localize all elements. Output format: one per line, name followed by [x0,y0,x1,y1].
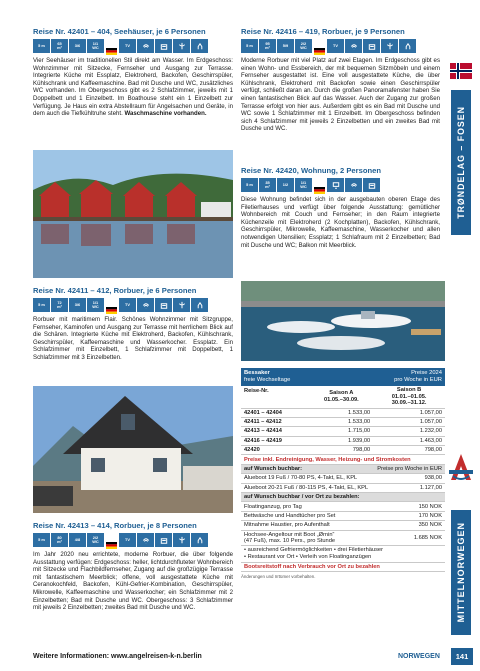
section-text: Rorbuer mit maritimem Flair. Schönes Wohnzimmer mit Sitzgruppe, Fernseher, Kaminofen und Ausgang zur Terrasse mit herrlichem Blick auf die Schären. Integrierte Küche mit Elektroherd, Backofen, Kühlschrank, Geschirrspüler, Kaffeemaschine und Wasserkocher. Essplatz. Ein Schlafzimmer mit Einzelbett, 1 Schlafzimmer mit Doppelbett, 1 Schlafzimmer mit 3 Einzelbetten. [33,316,233,361]
distance-icon: 5 m [33,39,50,53]
area-icon: 35 m² [259,178,276,192]
section-title: Reise Nr. 42420, Wohnung, 2 Personen [241,166,381,175]
section-title: Reise Nr. 42401 – 404, Seehäuser, je 6 Personen [33,27,206,36]
area-icon: 80 m² [51,533,68,547]
icon-row [33,39,233,53]
region-sidebar [451,90,471,235]
area-icon: 65 m² [51,39,68,53]
tv-icon [327,178,344,192]
icon-row [33,533,233,547]
germany-flag-icon [106,42,117,49]
price-table [241,368,445,579]
icon-row [33,298,233,312]
appliance-icon [155,39,172,53]
wifi-icon [137,39,154,53]
section-42420 [241,166,440,249]
angler-icon [173,39,190,53]
angler-icon [173,298,190,312]
section-text: Im Jahr 2020 neu errichtete, moderne Rorbuer, die über folgende Ausstattung verfügen: Erdgeschoss: heller, lichtdurchfluteter Wohnbereich mit Sitzecke und Flachbildfernseher, Zugang auf die großzügige Terrasse mit fantastischem Meerblick; offene, voll ausgestattete Küche mit Ceranokochfeld, Backofen, Kühl-Gefrier-Kombination, Geschirrspüler, Mikrowelle, Kaffeemaschine und Wasserkocher; ein Schlafzimmer mit 2 Einzelbetten; Bad mit Dusche und WC. Obergeschoss: 3 Schlafzimmer mit jeweils 2 Einzelbetten; zweites Bad mit Dusche und WC. [33,551,233,612]
country-label: MITTELNORWEGEN [456,522,466,623]
extra-row: Floatinganzug, pro Tag 150 NOK [241,502,445,511]
price-row: 42420 798,00 798,00 [241,446,445,455]
area-icon: 95 m² [259,39,276,53]
photo-boats [241,281,445,361]
price-row: 42413 – 42414 1.715,00 1.232,00 [241,427,445,436]
extra-row: Bettwäsche und Handtücher pro Set 170 NOK [241,511,445,520]
section-text: Vier Seehäuser im traditionellen Stil direkt am Wasser. Im Erdgeschoss: Wohnzimmer mit Sitzecke, Fernseher und Ausgang zur Terrasse. Integrierte Küche mit Essplatz, Elektroherd, Backofen, Geschirrspüler, Kühlschrank und Kaffeemaschine. Bad mit Dusche und WC, zusätzliches WC vorhanden. Im Obergeschoss gibt es 2 Schlafzimmer, jeweils mit 1 Doppelbett und 1 Einzelbett. Im Boathouse steht ein 1 Einzelbett zur Verfügung. Je Haus ein extra Abstellraum für Angelsachen und Geräte, in dem auch die Tiefkühltruhe steht. Waschmaschine vorhanden. [33,57,233,118]
section-title: Reise Nr. 42416 – 419, Rorbuer, je 9 Personen [241,27,405,36]
photo-seehaeuser [33,150,233,278]
icon-row [241,178,440,192]
pet-icon [399,39,416,53]
section-42413 [33,521,233,612]
pet-icon [191,39,208,53]
appliance-icon [155,533,172,547]
germany-flag-icon [106,301,117,308]
tv-icon: TV [119,39,136,53]
bath-icon: 1/1 WC [87,39,104,53]
section-42416 [241,27,440,133]
appliance-icon [363,178,380,192]
boat-row: Alueboot 20-21 Fuß / 80-115 PS, 4-Takt, EL, KPL 1.127,00 [241,483,445,492]
norway-flag-icon [450,63,472,79]
section-42401 [33,27,233,118]
price-row: 42416 – 42419 1.939,00 1.463,00 [241,436,445,445]
bed-icon: 1/2 [277,178,294,192]
photo-rorbuer [33,386,233,513]
appliance-icon [155,298,172,312]
distance-icon: 5 m [33,298,50,312]
price-row: 42411 – 42412 1.533,00 1.057,00 [241,417,445,426]
angler-icon [381,39,398,53]
wifi-icon [345,178,362,192]
tv-icon: TV [119,533,136,547]
bath-icon: 1/1 WC [87,298,104,312]
section-42411 [33,286,233,362]
bed-icon: 3/6 [69,39,86,53]
region-label: TRØNDELAG – FOSEN [456,106,466,219]
bath-icon: 2/2 WC [87,533,104,547]
price-rows: Reise-Nr. Saison A 01.05.–30.09. Saison B 01.01.–01.05. 30.09.–31.12. 42401 – 42404 1.533,00 1.057,00 42411 – 42412 1.533,00 1.057,00 42413 – 42414 1.715,00 1.232,00 42416 – 42419 1.939,00 1.463,00 42420 798,00 798,00 Preise inkl. Endreinigung, Wasser, Heizung- und Stromkosten auf Wunsch buchbar: Preise pro Woche in EUR Alueboot 19 Fuß / 70-80 PS, 4-Takt, EL, KPL 938,00 Alueboot 20-21 Fuß / 80-115 PS, 4-Takt, EL, KPL 1.127,00 auf Wunsch buchbar / vor Ort zu bezahlen: Floatinganzug, pro Tag 150 NOK Bettwäsche und Handtücher pro Set 170 NOK Mitnahme Haustier, pro Aufenthalt 350 NOK Hochsee-Angeltour mit Boot „Ørnin“ (47 Fuß), max. 10 Pers., pro Stunde 1.685 NOK • ausreichend Gefriermöglichkeiten • drei Filetierhäuser • Restaurant vor Ort • Verleih von Floatinganzügen Bootsreitstoff nach Verbrauch vor Ort zu bezahlen [241,386,445,572]
section-title: Reise Nr. 42411 – 412, Rorbuer, je 6 Personen [33,286,197,295]
extra-row: Mitnahme Haustier, pro Aufenthalt 350 NOK [241,521,445,530]
disclaimer: Änderungen und Irrtümer vorbehalten. [241,573,316,579]
germany-flag-icon [106,536,117,543]
tv-icon: TV [327,39,344,53]
distance-icon: 5 m [33,533,50,547]
wifi-icon [137,298,154,312]
appliance-icon [363,39,380,53]
area-icon: 72 m² [51,298,68,312]
distance-icon: 5 m [241,178,258,192]
price-header: Bessaker freie Wechseltage Preise 2024 pro Woche in EUR [241,368,445,386]
icon-row [241,39,440,53]
pet-icon [191,533,208,547]
bed-icon: 4/8 [69,533,86,547]
tv-icon: TV [119,298,136,312]
bath-icon: 1/1 WC [295,178,312,192]
distance-icon: 5 m [241,39,258,53]
wifi-icon [137,533,154,547]
section-title: Reise Nr. 42413 – 414, Rorbuer, je 8 Personen [33,521,197,530]
section-text: Moderne Rorbuer mit viel Platz auf zwei Etagen. Im Erdgeschoss gibt es einen Wohn- und Essbereich, der mit bequemen Sitzmöbeln und einem Fernseher ausgestattet ist. Eine voll ausgestattete Küche, die über Kühlschrank, Elektroherd mit Backofen sowie einen Geschirrspüler verfügt, schließt daran an. Durch die großen Panoramafenster haben Sie einen fantastischen Blick auf das Wasser. Auch der Zugang zur großen Terrasse erfolgt von hier aus. Außerdem gibt es ein Bad mit Dusche und WC sowie 1 Schlafzimmer mit 1 Einzelbett. Im Obergeschoss befinden sich 4 Schlafzimmer mit jeweils 2 Einzelbetten und ein zweites Bad mit Dusche und WC. [241,57,440,133]
logo-icon [447,452,475,484]
footer-country: NORWEGEN [398,653,440,660]
footer-info: Weitere Informationen: www.angelreisen-k-n.berlin [33,653,202,660]
section-text: Diese Wohnung befindet sich in der ausgebauten oberen Etage des Filetierhauses und verfügt über folgende Ausstattung: gemütlicher Wohnbereich mit Couch und Fernseher; in den Raum integrierte Küchenzeile mit Elektroherd (2 Kochplatten), Backofen, Kühlschrank, Geschirrspüler, Mikrowelle, Kaffeemaschine, Wasserkocher und allen notwendigen Utensilien; Essplatz; 1 Schlafraum mit 2 Einzelbetten; Bad mit Dusche und WC; Balkon mit Meerblick. [241,196,440,249]
price-row: 42401 – 42404 1.533,00 1.057,00 [241,408,445,417]
bed-icon: 3/6 [69,298,86,312]
bath-icon: 2/2 WC [295,39,312,53]
bed-icon: 5/9 [277,39,294,53]
pet-icon [191,298,208,312]
page-number: 141 [451,648,473,665]
germany-flag-icon [314,181,325,188]
wifi-icon [345,39,362,53]
angler-icon [173,533,190,547]
country-sidebar [451,510,471,635]
boat-row: Alueboot 19 Fuß / 70-80 PS, 4-Takt, EL, KPL 938,00 [241,474,445,483]
germany-flag-icon [314,42,325,49]
